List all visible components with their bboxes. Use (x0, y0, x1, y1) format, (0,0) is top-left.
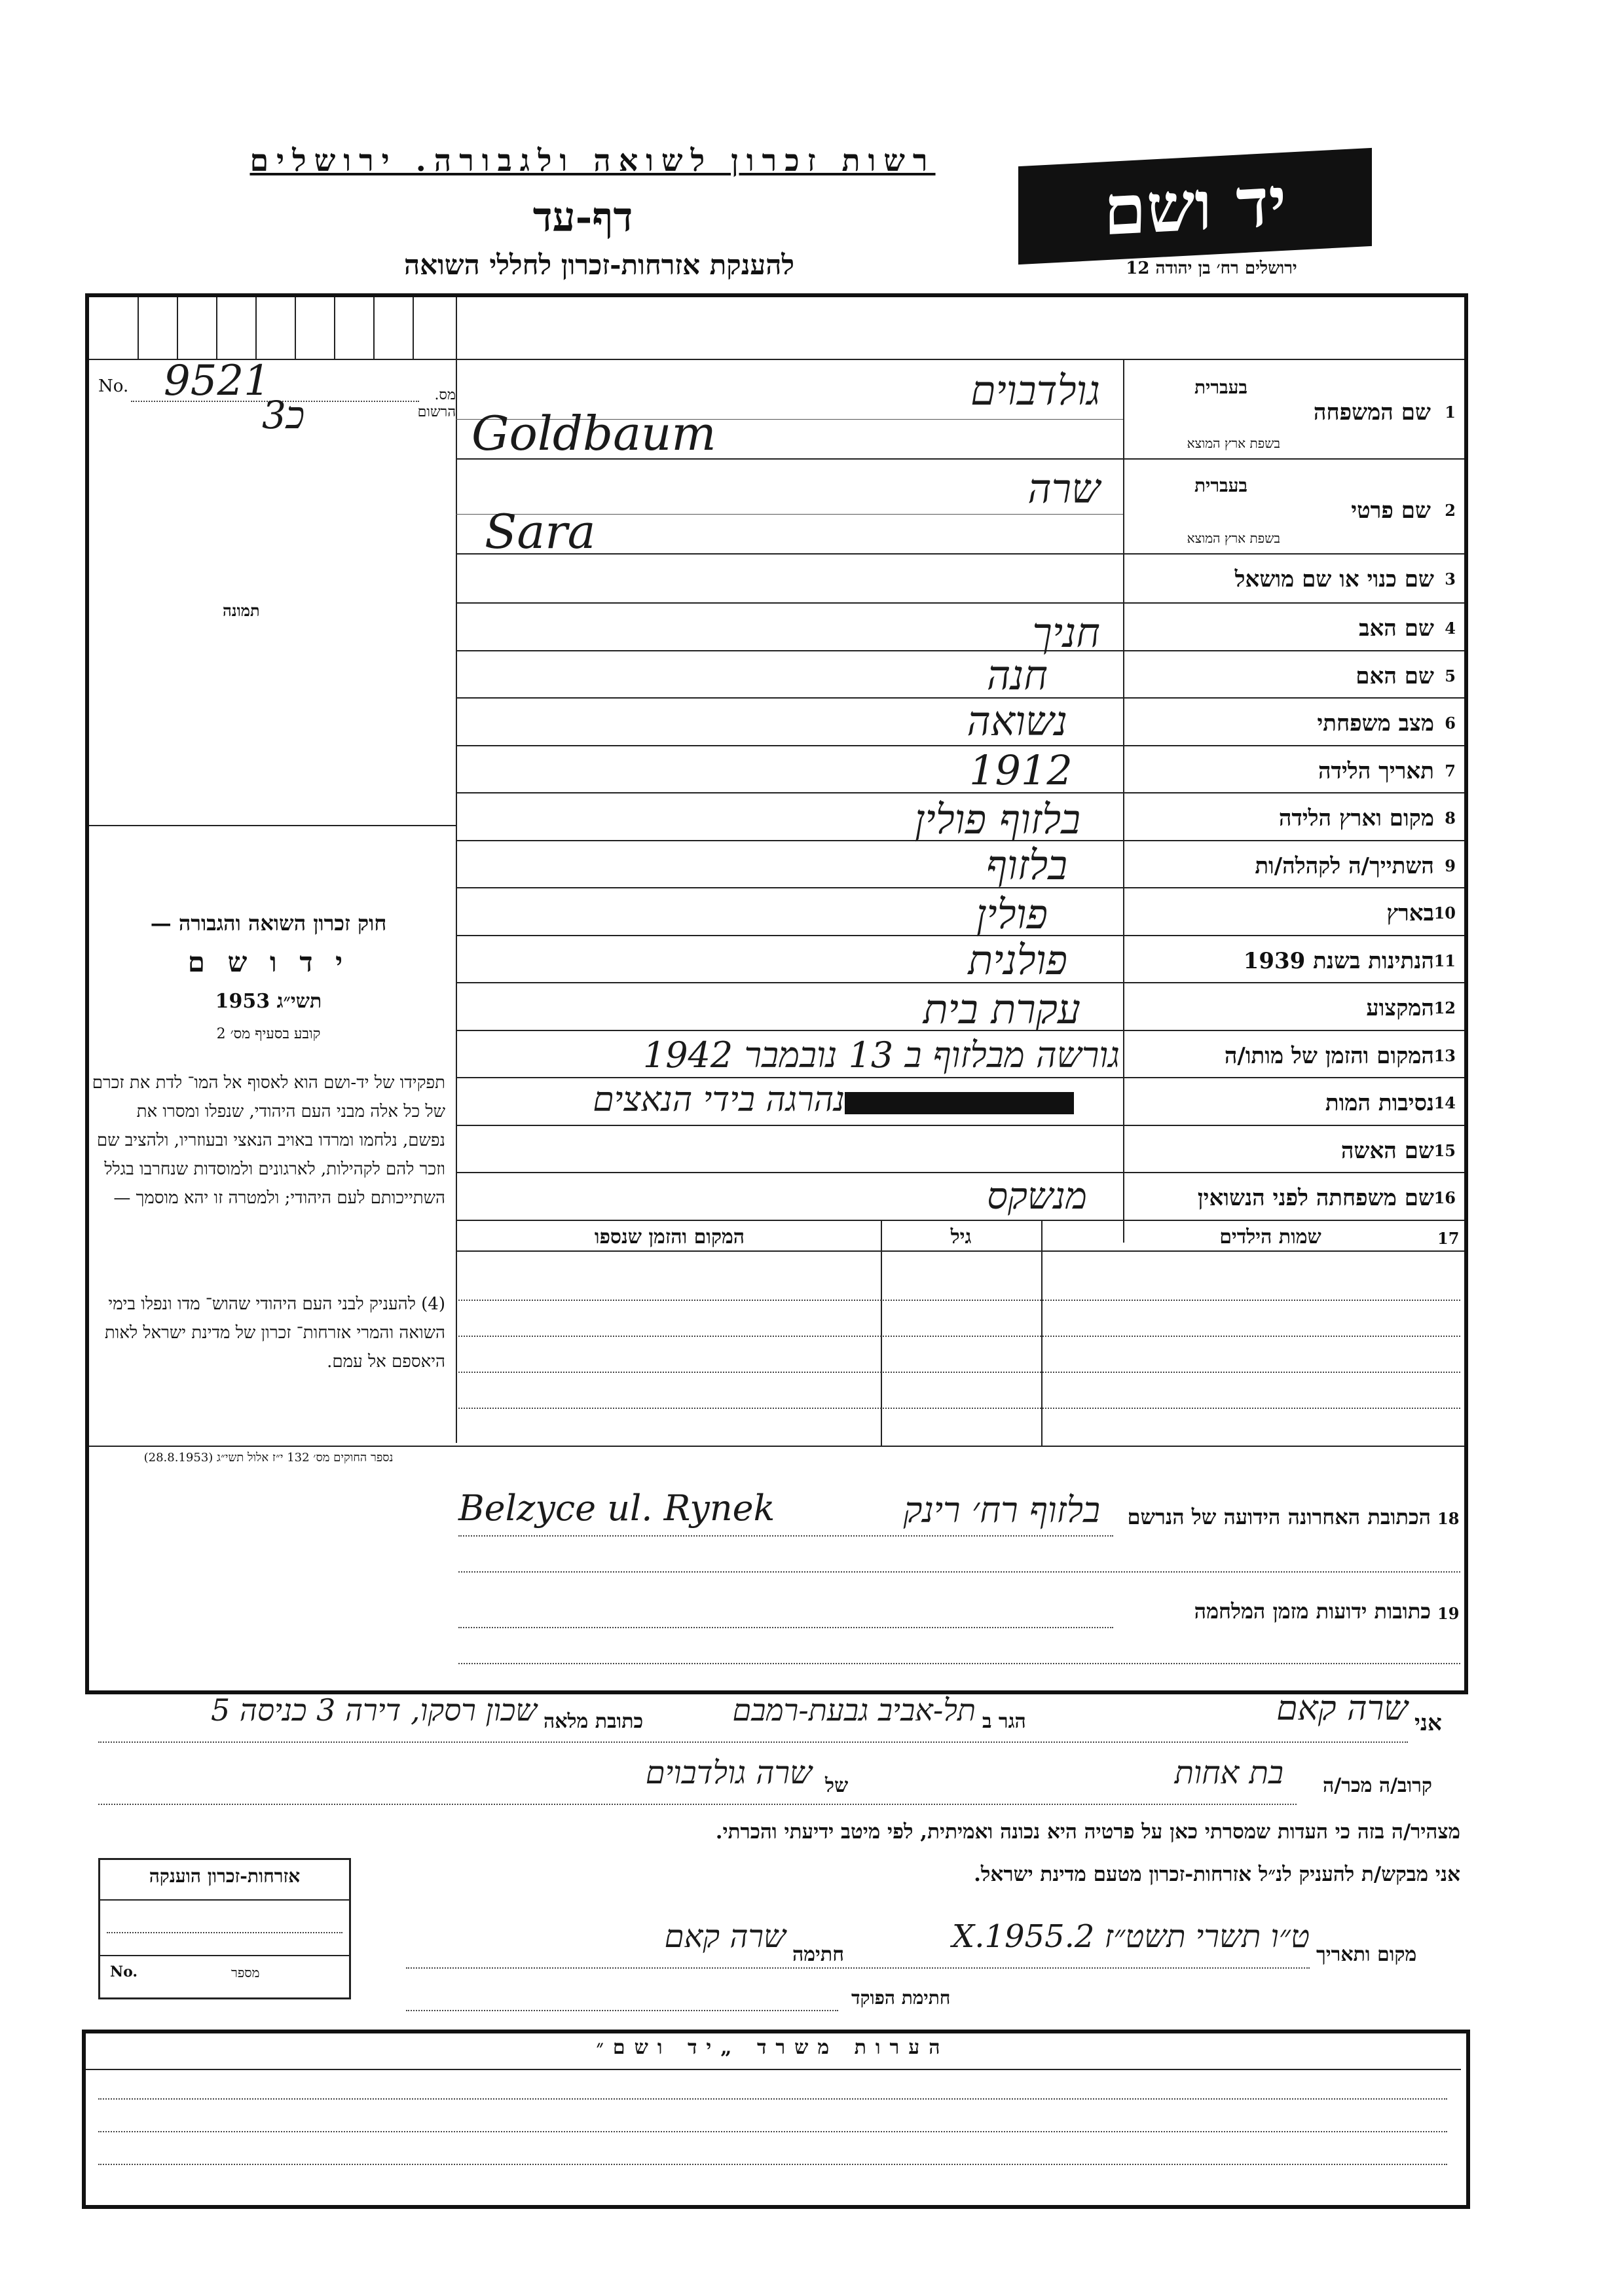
form-title: דף-עד (532, 193, 633, 241)
decl-of-label: של (825, 1774, 849, 1797)
law-name: י ד ו ש ם (187, 946, 350, 978)
address-row-18-number: 18 (1437, 1509, 1460, 1528)
address-label-18: הכתובת האחרונה הידועה של הנרשם (1127, 1504, 1431, 1529)
decl-signature-label: חתימה (792, 1943, 844, 1966)
registry-number: 9521 (164, 357, 270, 405)
form-subtitle: להענקת אזרחות-זכרון לחללי השואה (403, 249, 795, 281)
field-row-death-circumstances: 14 נסיבות המות (1325, 1090, 1456, 1116)
address-label-19: כתובות ידועות מזמן המלחמה (1194, 1599, 1431, 1624)
stamp-box-title: אזרחות-זכרון הוענקה (149, 1865, 301, 1887)
address-value-hebrew: בלזוף רח׳ רינק (903, 1489, 1100, 1531)
first-name-hebrew: שרה (1027, 465, 1100, 513)
decl-i: אני (1414, 1710, 1442, 1736)
decl-full-address-label: כתובת מלאה (544, 1710, 644, 1733)
law-clause: קובע בסעיף מס׳ 2 (216, 1026, 321, 1042)
field-row-maiden-name: 16 שם משפחתה לפני הנשואין (1197, 1185, 1456, 1211)
birthplace-value: בלזוף פולין (914, 795, 1080, 843)
field-row-birth-date: 7 תאריך הלידה (1318, 758, 1456, 784)
field-row-marital-status: 6 מצב משפחתי (1317, 710, 1456, 737)
law-footnote: נספר החוקים מס׳ 132 י״ז אלול תשי״ג (28.8.1953) (143, 1451, 394, 1465)
registry-label-he: מס. הרשום (417, 387, 456, 420)
stamp-box-number-en: No. (110, 1963, 138, 1980)
first-name-latin: Sara (485, 504, 596, 559)
field-row-country: 10 בארץ (1386, 900, 1456, 926)
field-row-alias: 3 שם כנוי או שם מושאל (1234, 566, 1456, 592)
mother-name-value: חנה (986, 651, 1048, 699)
institution-name: רשות זכרון לשואה ולגבורה. ירושלים (249, 143, 936, 178)
field-row-death-place-time: 13 המקום והזמן של מותו/ה (1224, 1043, 1456, 1069)
decl-full-address: שכון רסקו, דירה 3 כניסה 5 (211, 1692, 537, 1728)
death-place-time-value: גורשה מבלזוף ב 13 נובמבר 1942 (642, 1034, 1120, 1076)
logo-address: ירושלים רח׳ בן יהודה 12 (1126, 259, 1297, 278)
decl-relation: בת אחות (1174, 1755, 1283, 1791)
father-name-value: חניך (1032, 609, 1100, 657)
decl-place-date-label: מקום ותאריך (1316, 1943, 1417, 1966)
field-row-family-name: 1 שם המשפחה בעברית בשפת ארץ המוצא (1187, 376, 1456, 451)
registry-annotation: כ3 (262, 393, 305, 437)
field-row-citizenship-1939: 11 הנתינות בשנת 1939 (1243, 948, 1456, 974)
field-row-birthplace: 8 מקום וארץ הלידה (1278, 805, 1456, 831)
profession-value: עקרת בית (923, 985, 1080, 1033)
field-row-community: 9 השתייך/ה לקהלה/ות (1255, 853, 1456, 879)
decl-relative-label: קרוב/ה מכר/ה (1323, 1774, 1432, 1797)
decl-resident-label: הגר ב (982, 1710, 1026, 1733)
family-name-hebrew: גולדבוים (970, 367, 1100, 414)
decl-statement: מצהיר/ה בזה כי העדות שמסרתי כאן על פרטיה היא נכונה ואמיתית, לפי מיטב ידיעתי והכרתי. (715, 1820, 1460, 1844)
decl-city: תל-אביב גבעת-רמבם (732, 1692, 976, 1728)
death-circumstances-value: נהרגה בידי הנאצים (593, 1080, 845, 1120)
field-row-first-name: 2 שם פרטי בעברית בשפת ארץ המוצא (1187, 475, 1456, 546)
children-col-names: שמות הילדים (1219, 1226, 1321, 1248)
redaction-mark (845, 1092, 1074, 1114)
law-year: תשי״ג 1953 (215, 990, 322, 1013)
office-notes-title: הערות משרד „יד ושם״ (596, 2036, 950, 2059)
decl-place-date: ט״ו תשרי תשט״ז 2.X.1955 (952, 1918, 1310, 1955)
declarant-name: שרה קאם (1276, 1689, 1408, 1728)
children-col-age: גיל (950, 1226, 972, 1248)
children-row-number: 17 (1437, 1229, 1460, 1248)
community-value: בלזוף (986, 841, 1067, 889)
law-title: חוק זכרון השואה והגבורה — (150, 911, 387, 936)
address-row-19-number: 19 (1437, 1604, 1460, 1623)
birth-date-value: 1912 (969, 746, 1073, 794)
country-value: פולין (976, 890, 1048, 938)
field-row-mother-name: 5 שם האם (1356, 663, 1456, 689)
decl-request: אני מבקש/ת להעניק לנ״ל אזרחות-זכרון מטעם מדינת ישראל. (974, 1863, 1460, 1886)
law-paragraph-1: תפקידו של יד-ושם הוא לאסוף אל המו־ לדת את זכרם של כל אלה מבני העם היהודי, שנפלו ומסרו את נפשם, נלחמו ומרדו באויב הנאצי ובעוזריו, ולהציב שם וזכר להם לקהילות, לארגונים ולמוסדות שנחרבו בגלל השתייכותם לעם היהודי; ולמטרה זו יהא מוסמך — (92, 1073, 445, 1208)
stamp-box-number-label: מספר (231, 1965, 260, 1980)
registry-label-en: No. (98, 376, 129, 396)
citizenship-value: פולנית (968, 936, 1067, 984)
address-value-latin: Belzyce ul. Rynek (458, 1487, 775, 1529)
law-paragraph-2: (4) להעניק לבני העם היהודי שהוש־ מדו ונפלו בימי השואה והמרי אזרחות־ זכרון של מדינת ישראל לאות היאספם אל עמם. (104, 1294, 445, 1372)
family-name-latin: Goldbaum (471, 406, 716, 461)
photo-placeholder-label: תמונה (223, 601, 260, 620)
maiden-name-value: מנשקס (987, 1175, 1087, 1218)
field-row-wife-name: 15 שם האשה (1340, 1138, 1456, 1164)
yad-vashem-logo: יד ושם (1018, 148, 1372, 264)
children-col-place: המקום והזמן שנספו (594, 1226, 745, 1248)
decl-of-name: שרה גולדבוים (645, 1755, 812, 1791)
decl-signature: שרה קאם (664, 1918, 786, 1955)
citizenship-stamp-box (98, 1858, 351, 1999)
field-row-father-name: 4 שם האב (1359, 615, 1456, 642)
official-signature-label: חתימת הפוקד (851, 1987, 951, 2009)
field-row-profession: 12 המקצוע (1366, 995, 1456, 1021)
marital-status-value: נשואה (967, 697, 1067, 745)
